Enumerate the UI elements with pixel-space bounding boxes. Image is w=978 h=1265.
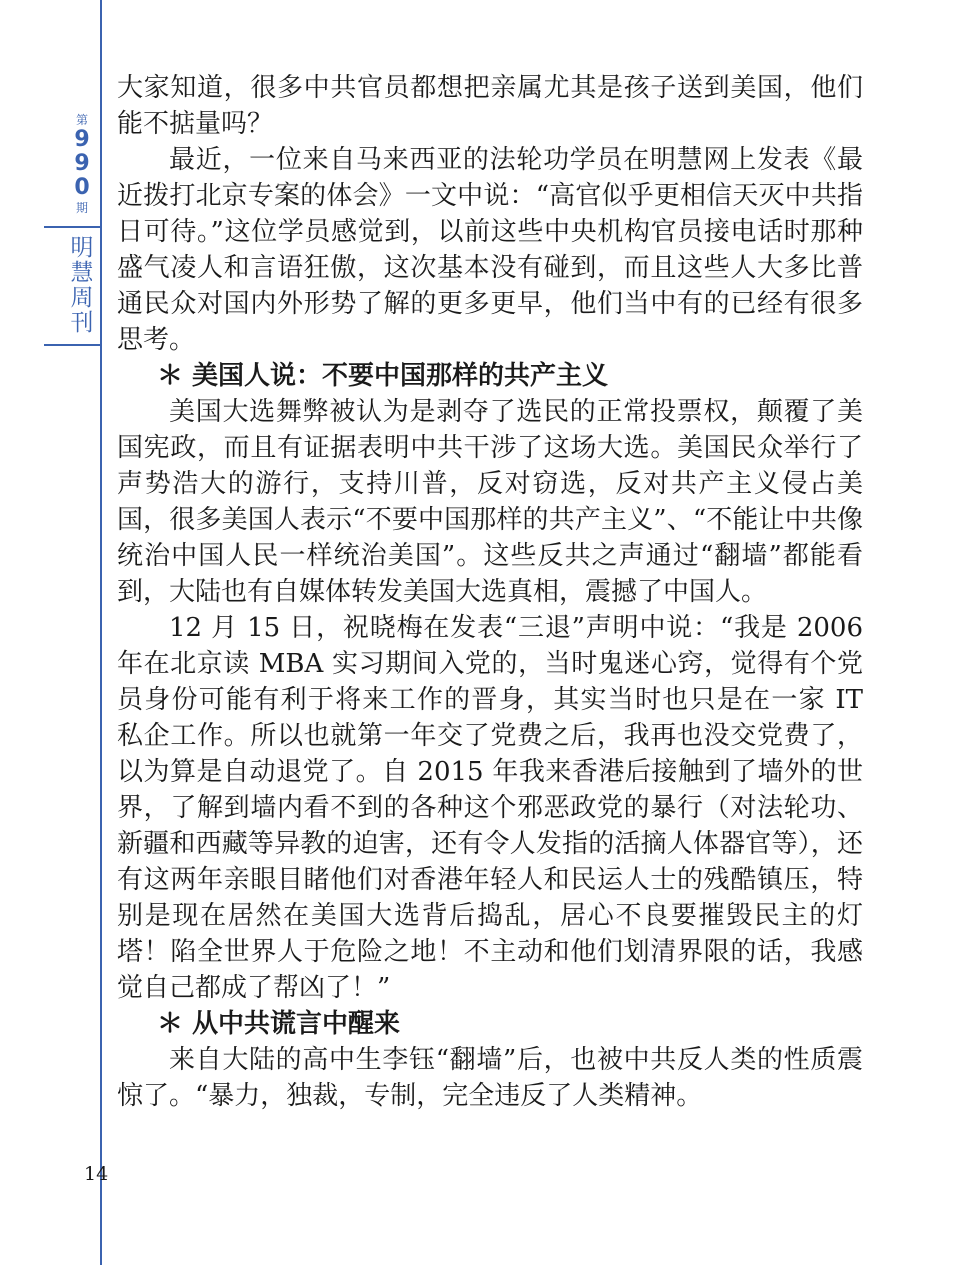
issue-digit: 9	[74, 151, 90, 176]
issue-suffix: 期	[75, 201, 88, 215]
magazine-title: 明慧周刊	[70, 235, 94, 336]
paragraph: 12 月 15 日，祝晓梅在发表“三退”声明中说：“我是 2006 年在北京读 MBA 实习期间入党的，当时鬼迷心窍，觉得有个党员身份可能有利于将来工作的晋身，其实当时也只是在一家 IT 私企工作。所以也就第一年交了党费之后，我再也没交党费了，以为算是自动退党了。自 2015 年我来香港后接触到了墙外的世界，了解到墙内看不到的各种这个邪恶政党的暴行（对法轮功、新疆和西藏等异教的迫害，还有令人发指的活摘人体器官等），还有这两年亲眼目睹他们对香港年轻人和民运人士的残酷镇压，特别是现在居然在美国大选背后捣乱，居心不良要摧毁民主的灯塔！陷全世界人于危险之地！不主动和他们划清界限的话，我感觉自己都成了帮凶了！”	[117, 613, 863, 1003]
margin-rule-vertical	[100, 0, 102, 1265]
sidebar-divider-bottom	[44, 344, 100, 346]
issue-digit: 9	[74, 127, 90, 152]
issue-digit: 0	[74, 175, 90, 200]
sidebar-divider-top	[44, 226, 100, 228]
section-heading: ＊ 从中共谎言中醒来	[157, 1009, 401, 1039]
issue-number	[66, 112, 98, 216]
article-body	[117, 70, 863, 1114]
paragraph: 最近，一位来自马来西亚的法轮功学员在明慧网上发表《最近拨打北京专案的体会》一文中说：“高官似乎更相信天灭中共指日可待。”这位学员感觉到，以前这些中央机构官员接电话时那种盛气凌人和言语狂傲，这次基本没有碰到，而且这些人大多比普通民众对国内外形势了解的更多更早，他们当中有的已经有很多思考。	[117, 145, 863, 355]
paragraph: 大家知道，很多中共官员都想把亲属尤其是孩子送到美国，他们能不掂量吗？	[117, 73, 863, 139]
paragraph: 来自大陆的高中生李钰“翻墙”后，也被中共反人类的性质震惊了。“暴力，独裁，专制，完全违反了人类精神。	[117, 1045, 863, 1111]
issue-prefix: 第	[75, 113, 88, 127]
section-heading: ＊ 美国人说：不要中国那样的共产主义	[157, 361, 609, 391]
paragraph: 美国大选舞弊被认为是剥夺了选民的正常投票权，颠覆了美国宪政，而且有证据表明中共干涉了这场大选。美国民众举行了声势浩大的游行，支持川普，反对窃选，反对共产主义侵占美国，很多美国人表示“不要中国那样的共产主义”、“不能让中共像统治中国人民一样统治美国”。这些反共之声通过“翻墙”都能看到，大陆也有自媒体转发美国大选真相，震撼了中国人。	[117, 397, 863, 607]
page-number: 14	[84, 1163, 109, 1185]
